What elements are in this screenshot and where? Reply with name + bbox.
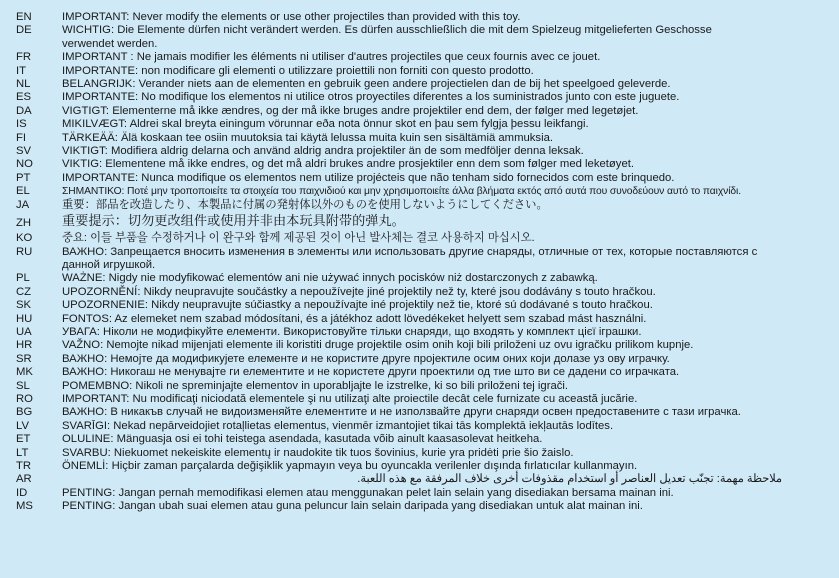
- language-code: KO: [16, 232, 33, 245]
- warning-row-ar: [0, 473, 839, 486]
- language-code: UA: [16, 325, 32, 338]
- warning-row-hr: [0, 339, 839, 352]
- language-code: AR: [16, 473, 32, 486]
- warning-text: 重要提示：切勿更改组件或使用并非由本玩具附带的弹丸。: [62, 213, 405, 229]
- warning-text: OLULINE: Mänguasja osi ei tohi teistega asendada, kasutada võib ainult kaasasolevat heitkeha.: [62, 433, 543, 446]
- warning-text: ملاحظة مهمة: تجنّب تعديل العناصر أو استخدام مقذوفات أخرى خلاف المرفقة مع هذه اللعبة.: [357, 473, 782, 486]
- language-code: HU: [16, 312, 33, 325]
- warning-row-id: [0, 487, 839, 500]
- warning-row-mk: [0, 366, 839, 379]
- warning-text: ВАЖНО: Никогаш не менувајте ги елементите и не користете други проектили од тие што ви се дадени со играчката.: [62, 366, 680, 379]
- warning-text: IMPORTANT: Nu modificaţi niciodată elementele şi nu utilizaţi alte proiectile decât cele furnizate cu această jucărie.: [62, 392, 638, 405]
- warning-text: POMEMBNO: Nikoli ne spreminjajte elementov in uporabljajte le izstrelke, ki so bili priloženi tej igrači.: [62, 379, 569, 392]
- warning-row-en: [0, 11, 839, 24]
- language-code: MS: [16, 500, 33, 513]
- language-code: FI: [16, 131, 27, 144]
- warning-row-ja: [0, 199, 839, 212]
- language-code: RO: [16, 392, 33, 405]
- warning-text: PENTING: Jangan pernah memodifikasi elemen atau menggunakan pelet lain selain yang disediakan bersama mainan ini.: [62, 486, 674, 499]
- language-code: IS: [16, 118, 27, 131]
- language-code: EL: [16, 185, 30, 198]
- language-code: DE: [16, 24, 32, 37]
- warning-text: УВАГА: Ніколи не модифікуйте елементи. Використовуйте тільки снаряди, що входять у комплект цієї іграшки.: [62, 325, 642, 338]
- warning-text: UPOZORNĚNÍ: Nikdy neupravujte součástky a nepoužívejte jiné projektily než ty, které jsou dodávány s touto hračkou.: [62, 285, 656, 298]
- language-code: NO: [16, 158, 33, 171]
- warning-row-sl: [0, 380, 839, 393]
- language-code: SL: [16, 379, 30, 392]
- warning-text: ВАЖНО: Запрещается вносить изменения в элементы или использовать другие снаряды, отличные от тех, которые поставляются с данной игрушкой.: [62, 245, 761, 271]
- language-code: PT: [16, 171, 31, 184]
- warning-text: SVARBU: Niekuomet nekeiskite elementų ir naudokite tik tuos šovinius, kurie yra pridėti prie šio žaislo.: [62, 446, 574, 459]
- language-code: ID: [16, 486, 28, 499]
- warning-text: 중요: 이들 부품을 수정하거나 이 완구와 함께 제공된 것이 아닌 발사체는 결코 사용하지 마십시오.: [62, 232, 535, 245]
- warning-row-bg: [0, 406, 839, 419]
- language-code: PL: [16, 272, 30, 285]
- language-code: SK: [16, 299, 32, 312]
- language-code: ZH: [16, 217, 32, 230]
- warning-row-tr: [0, 460, 839, 473]
- warning-text: ВАЖНО: В никакъв случай не видоизменяйте елементите и не използвайте други снаряди освен предоставените с тази играчка.: [62, 406, 741, 419]
- language-code: SV: [16, 145, 32, 158]
- warning-row-is: [0, 118, 839, 131]
- warning-text: 重要：部品を改造したり、本製品に付属の発射体以外のものを使用しないようにしてください。: [62, 198, 548, 211]
- language-code: RU: [16, 245, 33, 258]
- warning-text: VIGTIGT: Elementerne må ikke ændres, og der må ikke bruges andre projektiler end dem, der følger med legetøjet.: [62, 104, 639, 117]
- language-code: CZ: [16, 285, 32, 298]
- warning-row-fr: [0, 51, 839, 64]
- language-code: ET: [16, 433, 31, 446]
- warning-row-da: [0, 105, 839, 118]
- warning-text: FONTOS: Az elemeket nem szabad módosítani, és a játékhoz adott lövedékeket helyett sem szabad mást használni.: [62, 312, 647, 325]
- warning-row-lv: [0, 420, 839, 433]
- warning-text: ÖNEMLİ: Hiçbir zaman parçalarda değişiklik yapmayın veya bu oyuncakla verilenler dışında fırlatıcılar kullanmayın.: [62, 460, 638, 472]
- warning-row-cz: [0, 286, 839, 299]
- warning-row-ms: [0, 500, 839, 513]
- warning-row-ru: [0, 246, 839, 273]
- warning-row-it: [0, 65, 839, 78]
- language-code: ES: [16, 91, 32, 104]
- warning-text: VIKTIGT: Modifiera aldrig delarna och använd aldrig andra projektiler än de som medföljer denna leksak.: [62, 145, 584, 158]
- warning-row-es: [0, 91, 839, 104]
- warning-row-de: [0, 24, 839, 51]
- warning-row-lt: [0, 447, 839, 460]
- warning-row-nl: [0, 78, 839, 91]
- language-code: EN: [16, 11, 32, 23]
- language-code: SR: [16, 352, 32, 365]
- warning-row-zh: [0, 213, 839, 231]
- warning-text: BELANGRIJK: Verander niets aan de elementen en gebruik geen andere projectielen dan de bij het speelgoed geleverde.: [62, 78, 671, 91]
- warning-row-sv: [0, 145, 839, 158]
- warning-text: IMPORTANT : Ne jamais modifier les éléments ni utiliser d'autres projectiles que ceux fournis avec ce jouet.: [62, 51, 601, 64]
- language-code: BG: [16, 406, 33, 419]
- warning-text: VAŽNO: Nemojte nikad mijenjati elemente ili koristiti druge projektile osim onih koji bili priloženi uz ovu igračku prilikom kupnje.: [62, 339, 694, 352]
- warning-row-sk: [0, 299, 839, 312]
- language-code: LT: [16, 446, 29, 459]
- language-code: MK: [16, 366, 33, 379]
- warning-row-hu: [0, 313, 839, 326]
- warning-text: SVARĪGI: Nekad nepārveidojiet rotaļlietas elementus, vienmēr izmantojiet tikai tās komplektā iekļautās lodītes.: [62, 419, 614, 432]
- language-code: LV: [16, 419, 29, 432]
- warning-row-pl: [0, 272, 839, 285]
- warning-row-el: [0, 185, 839, 198]
- warning-text: TÄRKEÄÄ: Älä koskaan tee osiin muutoksia tai käytä lelussa muita kuin sen sisältämiä ammuksia.: [62, 131, 554, 144]
- warning-text: WAŻNE: Nigdy nie modyfikować elementów ani nie używać innych pocisków niż dostarczonych z zabawką.: [62, 272, 598, 285]
- warning-row-sr: [0, 353, 839, 366]
- warning-text: ВАЖНО: Немојте да модификујете елементе и не користите друге пројектиле осим оних који долазе уз ову играчку.: [62, 352, 670, 365]
- language-code: TR: [16, 460, 32, 472]
- warning-text: PENTING: Jangan ubah suai elemen atau guna peluncur lain selain daripada yang disediakan untuk alat mainan ini.: [62, 500, 643, 513]
- language-code: NL: [16, 78, 31, 91]
- warning-text: UPOZORNENIE: Nikdy neupravujte súčiastky a nepoužívajte iné projektily než tie, ktoré sú dodávané s touto hračkou.: [62, 299, 653, 312]
- language-code: HR: [16, 339, 33, 352]
- warning-row-et: [0, 433, 839, 446]
- warning-row-no: [0, 158, 839, 171]
- warning-text: MIKILVÆGT: Aldrei skal breyta einingum vörunnar eða nota önnur skot en þau sem fylgja þessu leikfangi.: [62, 118, 589, 131]
- warning-text: ΣΗΜΑΝΤΙΚΟ: Ποτέ μην τροποποιείτε τα στοιχεία του παιχνιδιού και μην χρησιμοποιείτε άλλα βλήματα εκτός από αυτά που συνοδεύουν αυτό το παιχνίδι.: [62, 186, 741, 198]
- warning-text: VIKTIG: Elementene må ikke endres, og det må aldri brukes andre prosjektiler enn dem som følger med leketøyet.: [62, 158, 635, 171]
- language-code: DA: [16, 104, 32, 117]
- language-code: FR: [16, 51, 32, 64]
- language-code: JA: [16, 198, 30, 211]
- language-code: IT: [16, 64, 27, 77]
- warning-row-ro: [0, 393, 839, 406]
- warning-text: WICHTIG: Die Elemente dürfen nicht verändert werden. Es dürfen ausschließlich die mit dem Spielzeug mitgelieferten Geschosse verwendet werden.: [62, 24, 716, 50]
- warning-text: IMPORTANTE: Nunca modifique os elementos nem utilize projécteis que não tenham sido fornecidos com este brinquedo.: [62, 171, 675, 184]
- warning-text: IMPORTANTE: non modificare gli elementi o utilizzare proiettili non forniti con questo prodotto.: [62, 64, 534, 77]
- warning-row-pt: [0, 172, 839, 185]
- warning-text: IMPORTANT: Never modify the elements or use other projectiles than provided with this toy.: [62, 11, 521, 23]
- warning-text: IMPORTANTE: No modifique los elementos ni utilice otros proyectiles diferentes a los suministrados junto con este juguete.: [62, 91, 680, 104]
- warning-row-ko: [0, 232, 839, 245]
- warning-row-ua: [0, 326, 839, 339]
- warning-row-fi: [0, 132, 839, 145]
